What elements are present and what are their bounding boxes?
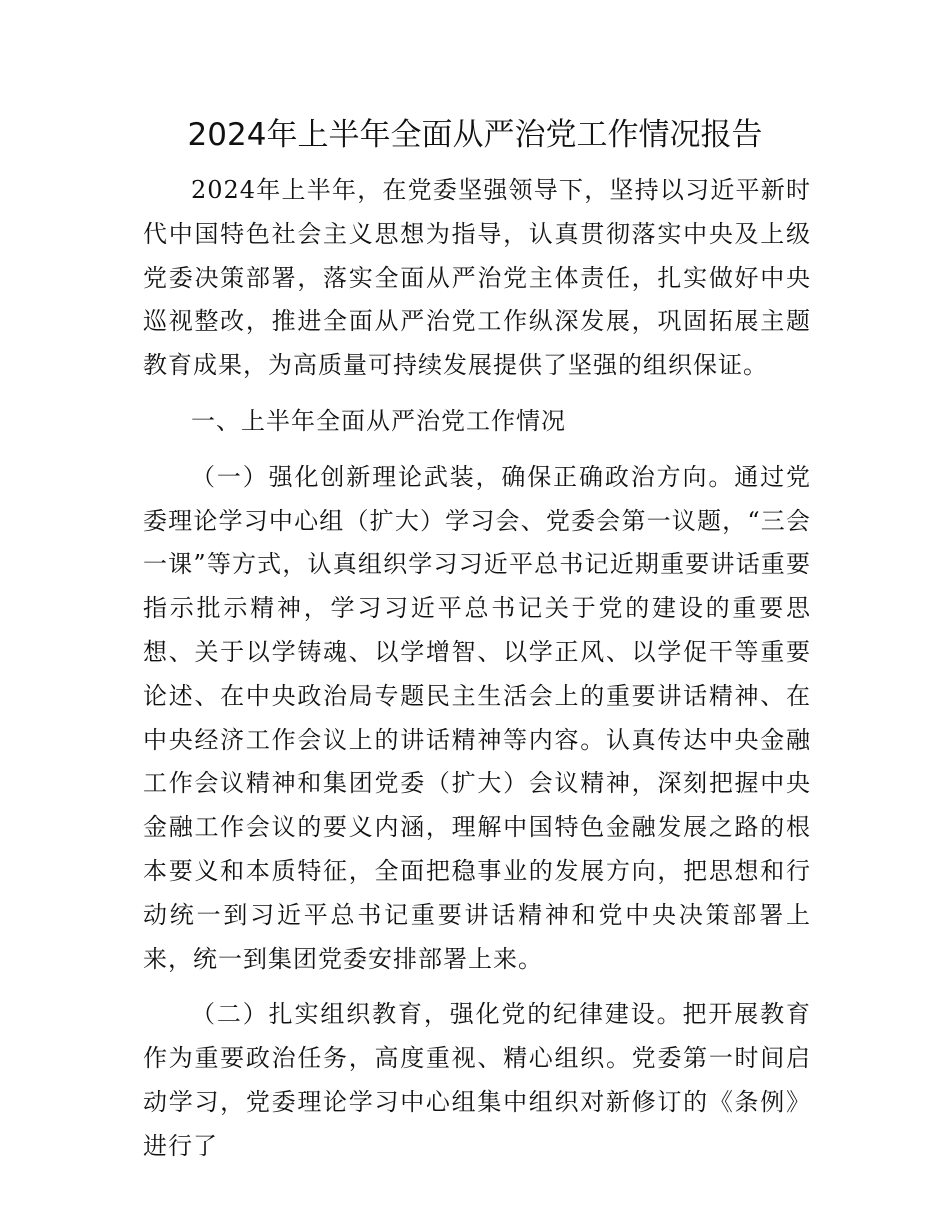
intro-paragraph: 2024年上半年，在党委坚强领导下，坚持以习近平新时代中国特色社会主义思想为指导，认真贯彻落实中央及上级党委决策部署，落实全面从严治党主体责任，扎实做好中央巡视整改，推进全面从严治党工作纵深发展，巩固拓展主题教育成果，为高质量可持续发展提供了坚强的组织保证。 [143, 176, 811, 380]
paragraph-1: （一）强化创新理论武装，确保正确政治方向。通过党委理论学习中心组（扩大）学习会、党委会第一议题，“三会一课”等方式，认真组织学习习近平总书记近期重要讲话重要指示批示精神，学习习近平总书记关于党的建设的重要思想、关于以学铸魂、以学增智、以学正风、以学促干等重要论述、在中央政治局专题民主生活会上的重要讲话精神、在中央经济工作会议上的讲话精神等内容。认真传达中央金融工作会议精神和集团党委（扩大）会议精神，深刻把握中央金融工作会议的要义内涵，理解中国特色金融发展之路的根本要义和本质特征，全面把稳事业的发展方向，把思想和行动统一到习近平总书记重要讲话精神和党中央决策部署上来，统一到集团党委安排部署上来。 [143, 462, 811, 973]
section-heading: 一、上半年全面从严治党工作情况 [191, 406, 566, 435]
paragraph-2: （二）扎实组织教育，强化党的纪律建设。把开展教育作为重要政治任务，高度重视、精心组织。党委第一时间启动学习，党委理论学习中心组集中组织对新修订的《条例》进行了 [143, 1000, 811, 1160]
document-title: 2024年上半年全面从严治党工作情况报告 [187, 117, 763, 153]
document-body [143, 169, 811, 1169]
